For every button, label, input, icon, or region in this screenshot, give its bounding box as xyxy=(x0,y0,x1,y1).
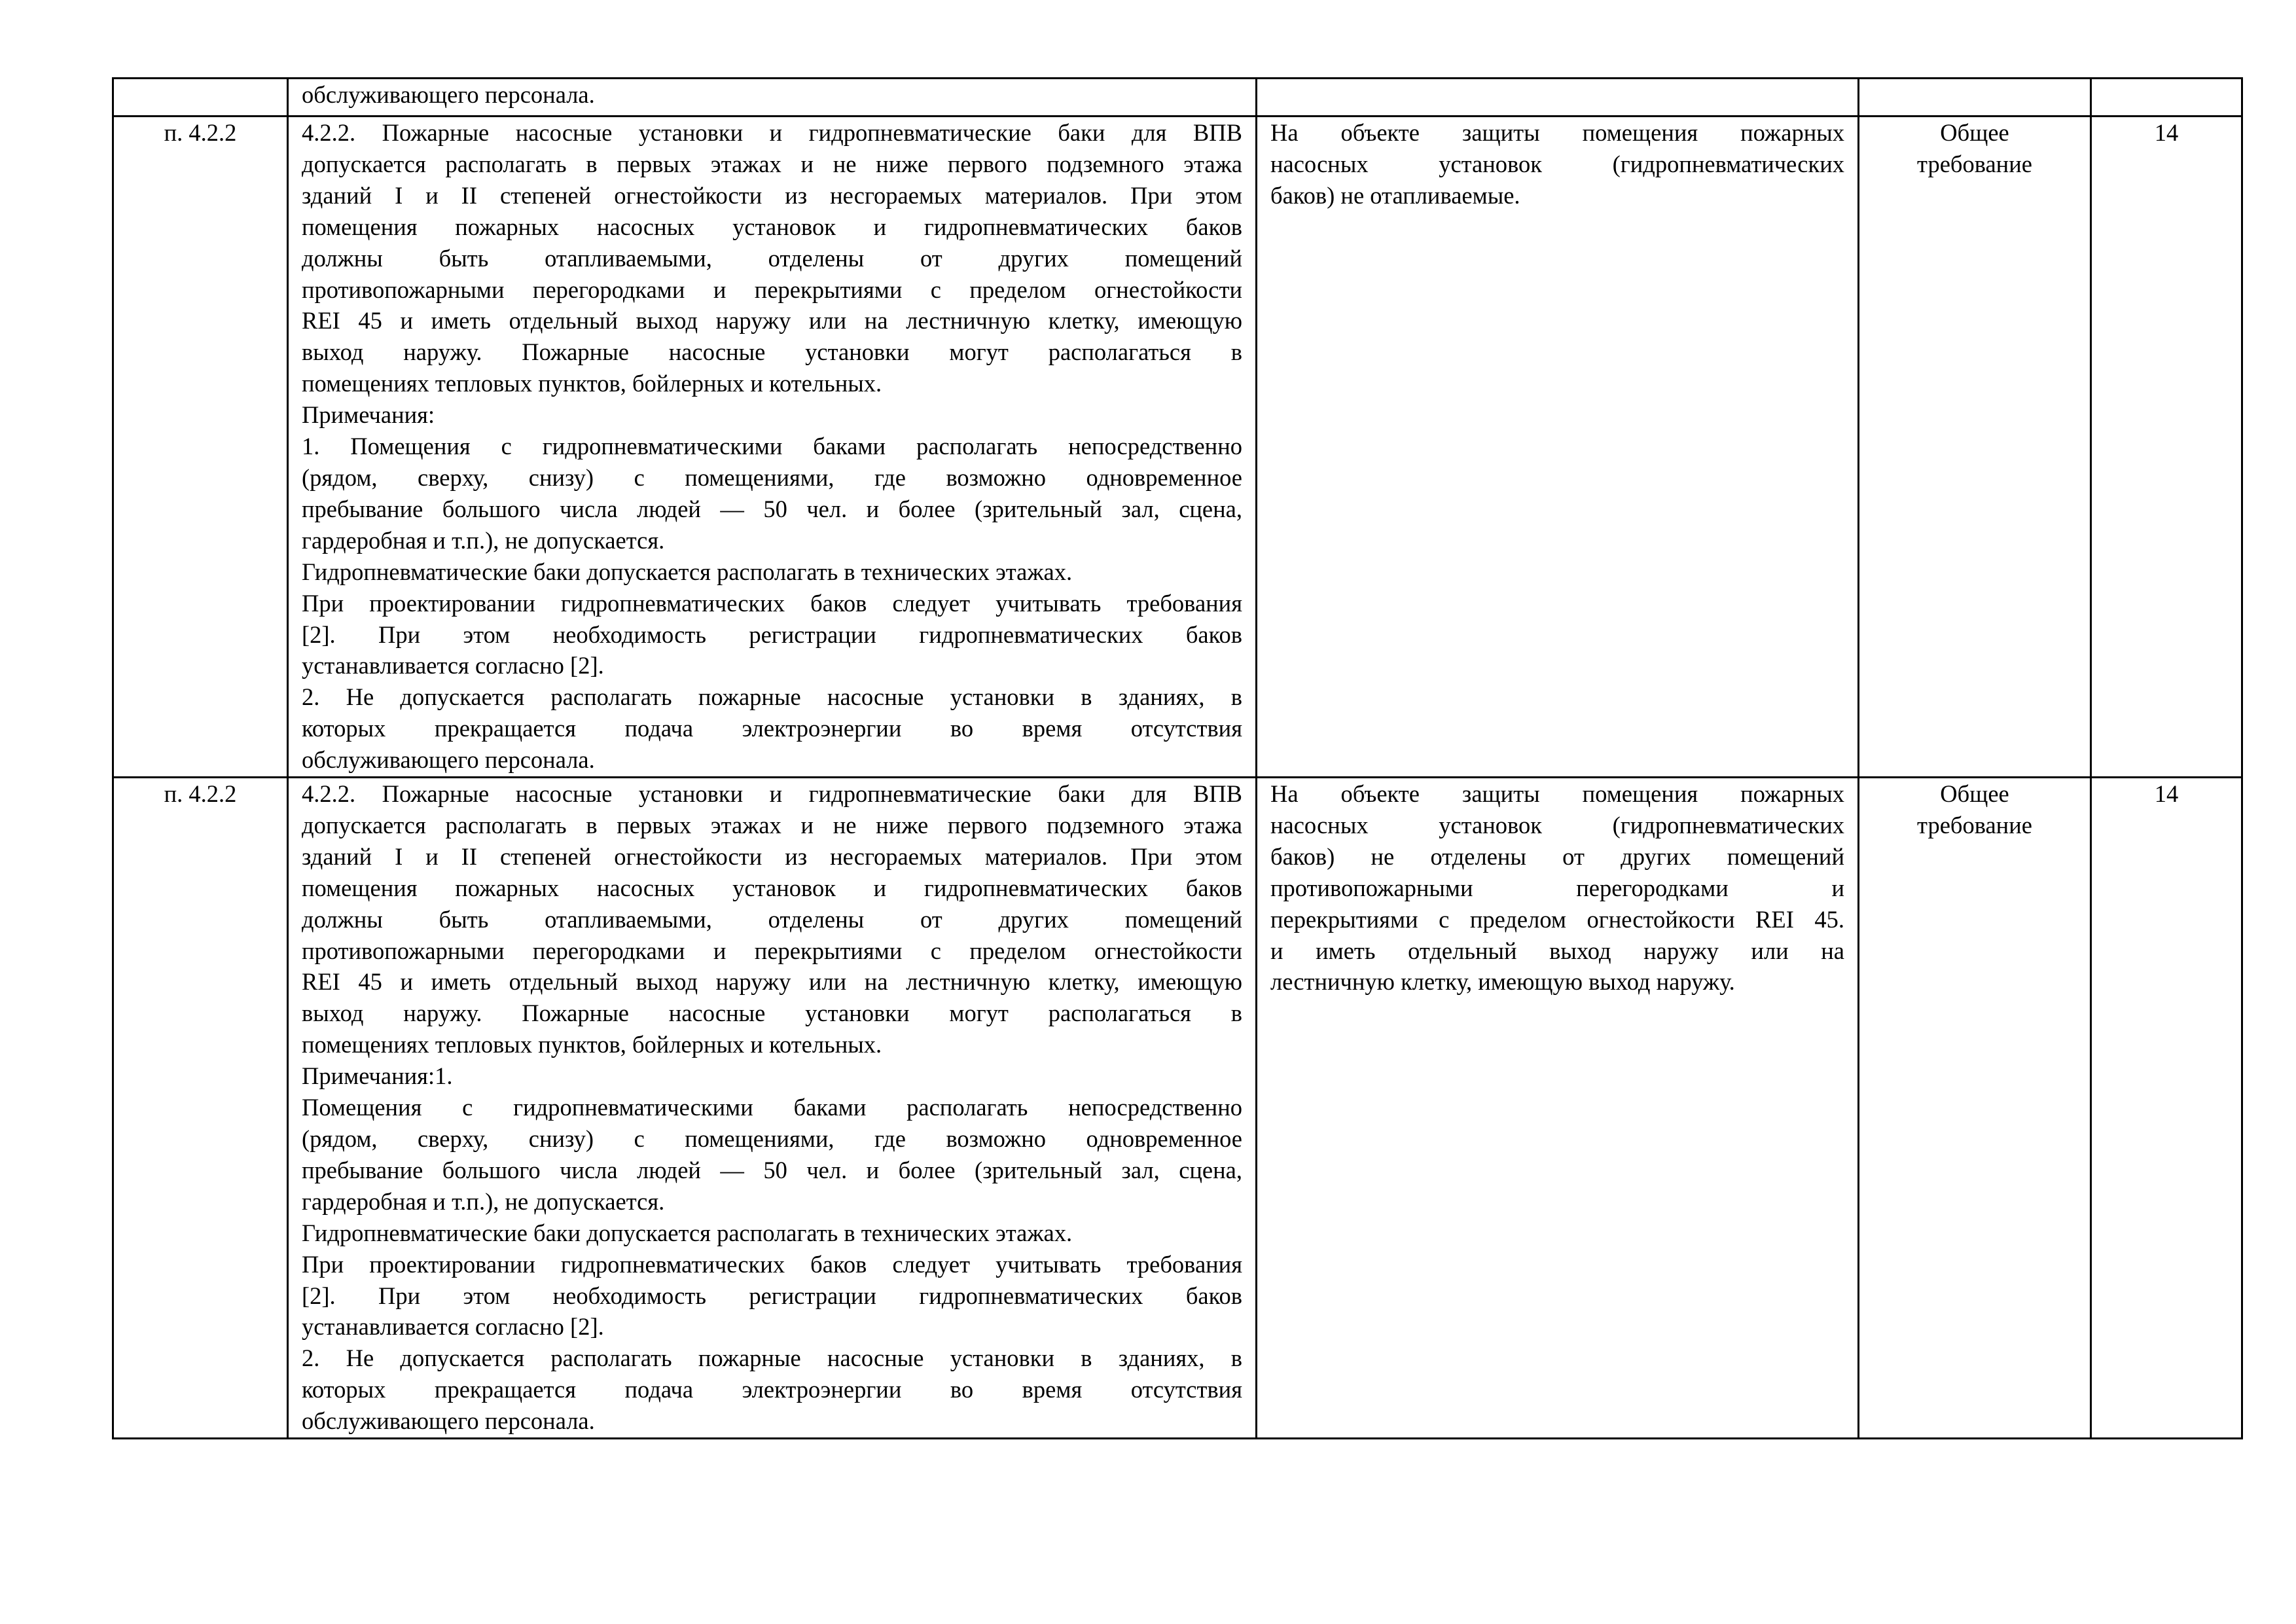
text-line: допускается располагать в первых этажах и не ниже первого подземного этажа xyxy=(302,150,1242,177)
text-line: При проектировании гидропневматических баков следует учитывать требования xyxy=(302,1250,1242,1278)
text-line: выход наружу. Пожарные насосные установки могут располагаться в xyxy=(302,1000,1242,1027)
requirement-type-cell xyxy=(1859,79,2091,117)
text-line: баков) не отапливаемые. xyxy=(1270,181,1520,209)
text-line: пребывание большого числа людей — 50 чел. и более (зрительный зал, сцена, xyxy=(302,495,1242,522)
findings-text-cell xyxy=(1257,117,1859,778)
text-line: которых прекращается подача электроэнергии во время отсутствия xyxy=(302,715,1242,742)
text-line: REI 45 и иметь отдельный выход наружу или на лестничную клетку, имеющую xyxy=(302,968,1242,996)
text-line: которых прекращается подача электроэнергии во время отсутствия xyxy=(302,1376,1242,1403)
text-line: обслуживающего персонала. xyxy=(302,746,595,774)
text-line: устанавливается согласно [2]. xyxy=(302,1313,604,1341)
text-line: Общее xyxy=(1940,119,2009,146)
text-line: 2. Не допускается располагать пожарные насосные установки в зданиях, в xyxy=(302,683,1242,711)
text-line: Гидропневматические баки допускается располагать в технических этажах. xyxy=(302,558,1073,585)
text-line: помещениях тепловых пунктов, бойлерных и котельных. xyxy=(302,1031,882,1058)
text-line: [2]. При этом необходимость регистрации гидропневматических баков xyxy=(302,621,1242,648)
text-line: зданий I и II степеней огнестойкости из несгораемых материалов. При этом xyxy=(302,842,1242,870)
requirement-type-text xyxy=(1873,117,2077,180)
text-line: (рядом, сверху, снизу) с помещениями, где возможно одновременное xyxy=(302,1125,1242,1152)
text-line: помещениях тепловых пунктов, бойлерных и котельных. xyxy=(302,370,882,397)
text-line: обслуживающего персонала. xyxy=(302,1407,595,1435)
text-line: Помещения с гидропневматическими баками располагать непосредственно xyxy=(302,1094,1242,1121)
findings-text-cell xyxy=(1257,79,1859,117)
text-line: пребывание большого числа людей — 50 чел. и более (зрительный зал, сцена, xyxy=(302,1156,1242,1183)
text-line: допускается располагать в первых этажах и не ниже первого подземного этажа xyxy=(302,811,1242,839)
text-line: зданий I и II степеней огнестойкости из несгораемых материалов. При этом xyxy=(302,181,1242,209)
table-row xyxy=(113,79,2242,117)
text-line: противопожарными перегородками и перекрытиями с пределом огнестойкости xyxy=(302,937,1242,964)
text-line: При проектировании гидропневматических баков следует учитывать требования xyxy=(302,589,1242,617)
requirement-type-cell xyxy=(1859,778,2091,1439)
text-line: должны быть отапливаемыми, отделены от других помещений xyxy=(302,905,1242,933)
text-line: 2. Не допускается располагать пожарные насосные установки в зданиях, в xyxy=(302,1344,1242,1372)
text-line: перекрытиями с пределом огнестойкости REI 45. xyxy=(1270,905,1844,933)
findings-text xyxy=(1270,117,1844,211)
clause-reference-cell xyxy=(113,79,288,117)
text-line: На объекте защиты помещения пожарных xyxy=(1270,119,1844,146)
text-line: и иметь отдельный выход наружу или на xyxy=(1270,937,1844,964)
requirement-text xyxy=(302,79,1242,111)
text-line: REI 45 и иметь отдельный выход наружу или на лестничную клетку, имеющую xyxy=(302,307,1242,334)
text-line: Примечания: xyxy=(302,401,435,429)
text-line: Общее xyxy=(1940,780,2009,807)
requirement-text xyxy=(302,778,1242,1437)
requirement-type-text xyxy=(1873,778,2077,841)
text-line: На объекте защиты помещения пожарных xyxy=(1270,780,1844,807)
text-line: баков) не отделены от других помещений xyxy=(1270,842,1844,870)
text-line: 4.2.2. Пожарные насосные установки и гидропневматические баки для ВПВ xyxy=(302,780,1242,807)
clause-reference-cell: п. 4.2.2 xyxy=(113,778,288,1439)
clause-reference-cell: п. 4.2.2 xyxy=(113,117,288,778)
text-line: Гидропневматические баки допускается располагать в технических этажах. xyxy=(302,1219,1073,1246)
text-line: противопожарными перегородками и перекрытиями с пределом огнестойкости xyxy=(302,276,1242,303)
text-line: должны быть отапливаемыми, отделены от других помещений xyxy=(302,244,1242,272)
page-number-cell: 14 xyxy=(2091,778,2242,1439)
text-line: лестничную клетку, имеющую выход наружу. xyxy=(1270,968,1735,996)
text-line: обслуживающего персонала. xyxy=(302,81,595,108)
requirement-text-cell xyxy=(288,778,1257,1439)
table-row xyxy=(113,117,2242,778)
page-number-cell: 14 xyxy=(2091,117,2242,778)
text-line: требование xyxy=(1917,811,2032,839)
text-line: насосных установок (гидропневматических xyxy=(1270,811,1844,839)
requirement-text-cell xyxy=(288,79,1257,117)
text-line: (рядом, сверху, снизу) с помещениями, где возможно одновременное xyxy=(302,463,1242,491)
text-line: гардеробная и т.п.), не допускается. xyxy=(302,1187,665,1215)
text-line: выход наружу. Пожарные насосные установки могут располагаться в xyxy=(302,338,1242,366)
findings-text xyxy=(1270,778,1844,998)
text-line: Примечания:1. xyxy=(302,1062,453,1090)
text-line: устанавливается согласно [2]. xyxy=(302,652,604,679)
text-line: требование xyxy=(1917,150,2032,177)
text-line: противопожарными перегородками и xyxy=(1270,874,1844,901)
text-line: 4.2.2. Пожарные насосные установки и гидропневматические баки для ВПВ xyxy=(302,119,1242,146)
text-line: насосных установок (гидропневматических xyxy=(1270,150,1844,177)
text-line: гардеробная и т.п.), не допускается. xyxy=(302,526,665,554)
text-line: помещения пожарных насосных установок и гидропневматических баков xyxy=(302,213,1242,240)
requirement-text xyxy=(302,117,1242,776)
text-line: помещения пожарных насосных установок и гидропневматических баков xyxy=(302,874,1242,901)
requirements-table xyxy=(112,77,2243,1439)
findings-text-cell xyxy=(1257,778,1859,1439)
page-number-cell xyxy=(2091,79,2242,117)
requirement-type-cell xyxy=(1859,117,2091,778)
text-line: 1. Помещения с гидропневматическими баками располагать непосредственно xyxy=(302,433,1242,460)
text-line: [2]. При этом необходимость регистрации гидропневматических баков xyxy=(302,1282,1242,1309)
table-row xyxy=(113,778,2242,1439)
requirement-text-cell xyxy=(288,117,1257,778)
